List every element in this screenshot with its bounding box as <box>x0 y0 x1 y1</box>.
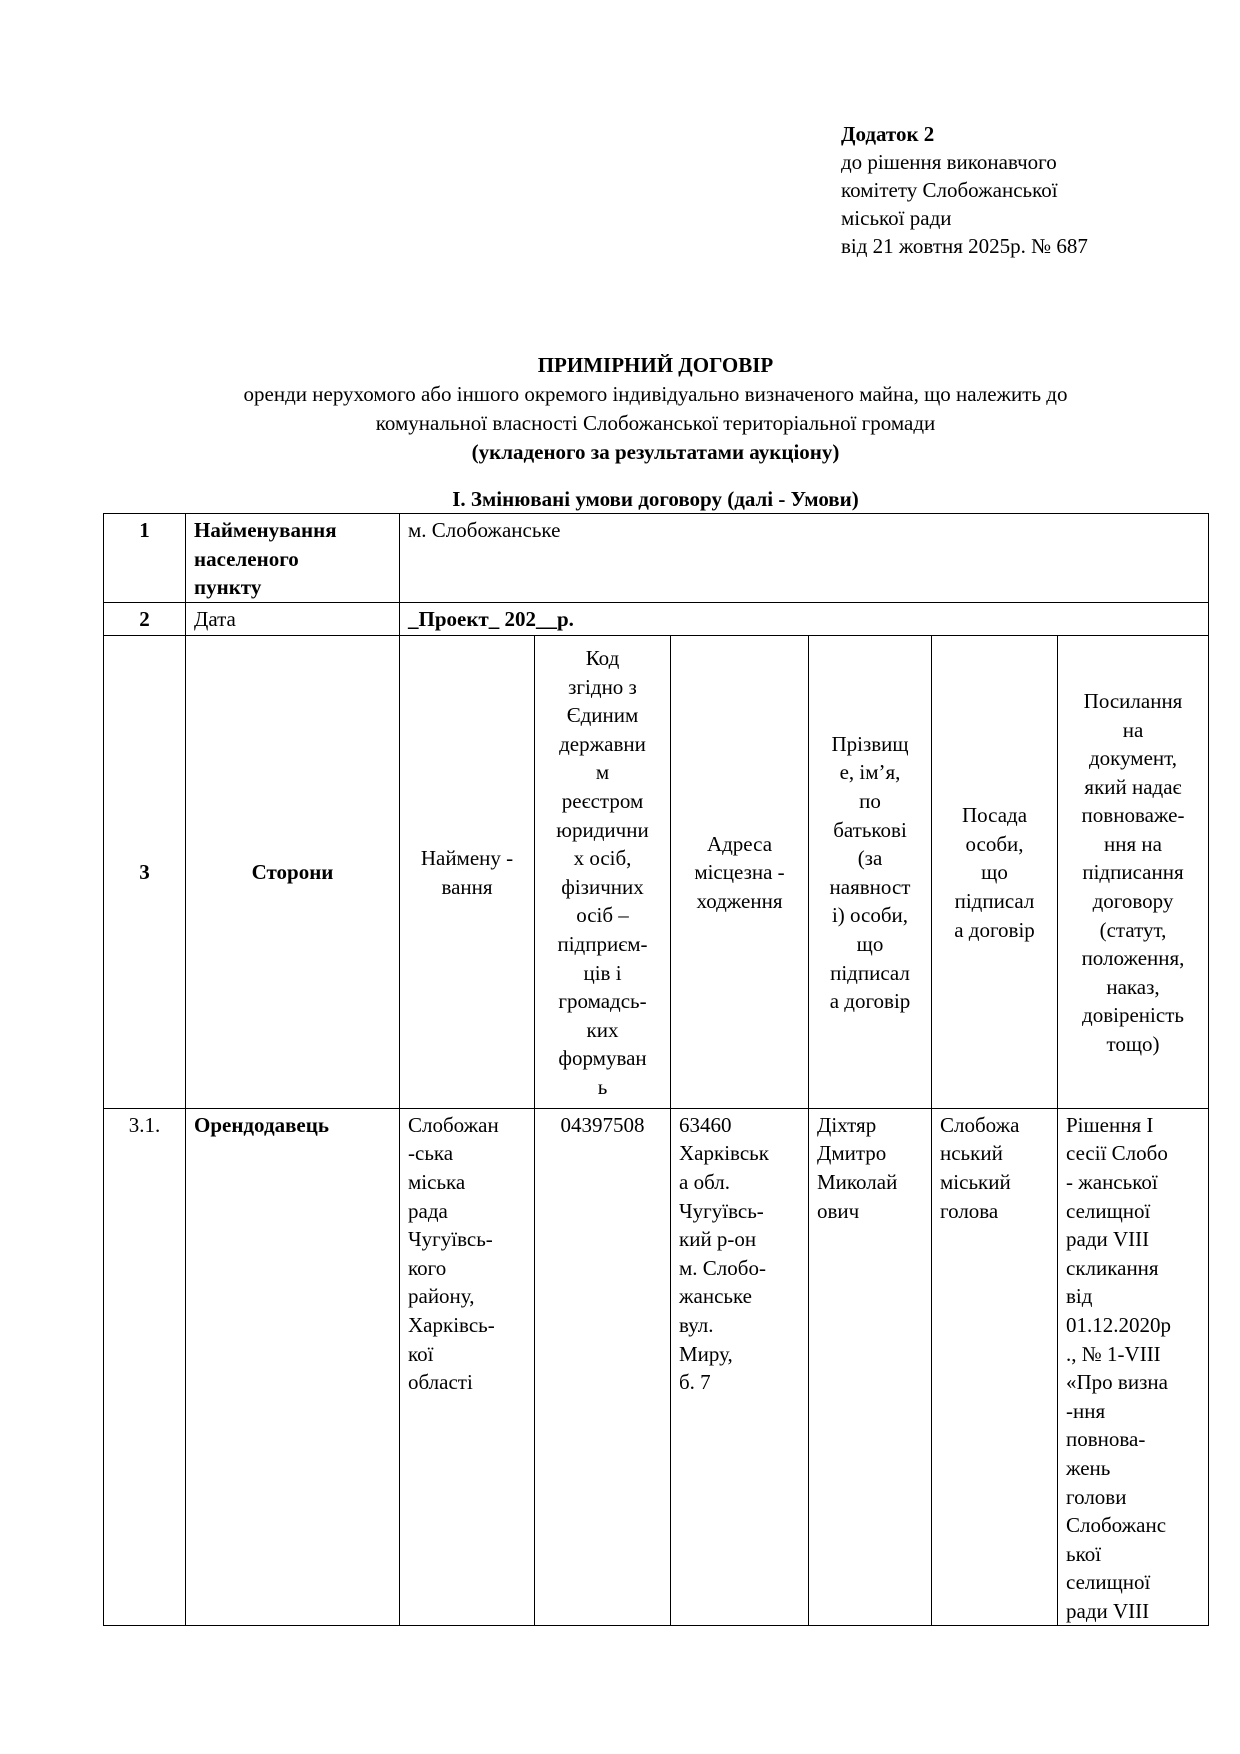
column-header-person: Прізвищ е, ім’я, по батькові (за наявност і) особи, що підписал а договір <box>809 635 932 1108</box>
signatory-name: Діхтяр Дмитро Миколай ович <box>809 1108 932 1626</box>
document-title: ПРИМІРНИЙ ДОГОВІР <box>537 353 774 377</box>
row-number: 1 <box>104 514 186 603</box>
row-number: 2 <box>104 602 186 635</box>
signatory-position: Слобожа нський міський голова <box>932 1108 1058 1626</box>
section-heading: І. Змінювані умови договору (далі - Умови) <box>452 487 859 511</box>
column-header-document: Посилання на документ, який надає повноваже- ння на підписання договору (статут, положення, наказ, довіреність тощо) <box>1058 635 1209 1108</box>
column-header-code: Код згідно з Єдиним державни м реєстром юридични х осіб, фізичних осіб – підприєм- ців і громадсь- ких формуван ь <box>535 635 671 1108</box>
appendix-decision-ref: до рішення виконавчого комітету Слобожанської міської ради від 21 жовтня 2025р. № 687 <box>841 150 1088 258</box>
column-header-position: Посада особи, що підписал а договір <box>932 635 1058 1108</box>
contract-terms-table <box>103 513 1209 1626</box>
table-row <box>104 1108 1209 1626</box>
date-value: _Проект_ 202__р. <box>400 602 1209 635</box>
document-subtitle-2: комунальної власності Слобожанської територіальної громади <box>375 411 936 435</box>
document-subtitle-3: (укладеного за результатами аукціону) <box>471 440 840 464</box>
lessor-address: 63460 Харківськ а обл. Чугуївсь- кий р-он м. Слобо- жанське вул. Миру, б. 7 <box>671 1108 809 1626</box>
column-header-name: Наймену - вання <box>400 635 535 1108</box>
appendix-number: Додаток 2 <box>841 122 935 146</box>
authority-document: Рішення І сесії Слобо - жанської селищної ради VIII скликання від 01.12.2020р ., № 1-VIII «Про визна -ння повнова- жень голови Слобожанс ької селищної ради VIII <box>1058 1108 1209 1626</box>
column-header-address: Адреса місцезна - ходження <box>671 635 809 1108</box>
appendix-header <box>841 120 1088 260</box>
row-number: 3.1. <box>104 1108 186 1626</box>
lessor-name: Слобожан -ська міська рада Чугуївсь- кого району, Харківсь- кої області <box>400 1108 535 1626</box>
table-row <box>104 514 1209 603</box>
lessor-code: 04397508 <box>535 1108 671 1626</box>
settlement-value: м. Слобожанське <box>400 514 1209 603</box>
table-row <box>104 635 1209 1108</box>
table-row <box>104 602 1209 635</box>
row-label: Дата <box>186 602 400 635</box>
row-label: Орендодавець <box>186 1108 400 1626</box>
row-number: 3 <box>104 635 186 1108</box>
document-subtitle-1: оренди нерухомого або іншого окремого індивідуально визначеного майна, що належить до <box>243 382 1068 406</box>
row-label: Найменування населеного пункту <box>186 514 400 603</box>
row-label: Сторони <box>186 635 400 1108</box>
